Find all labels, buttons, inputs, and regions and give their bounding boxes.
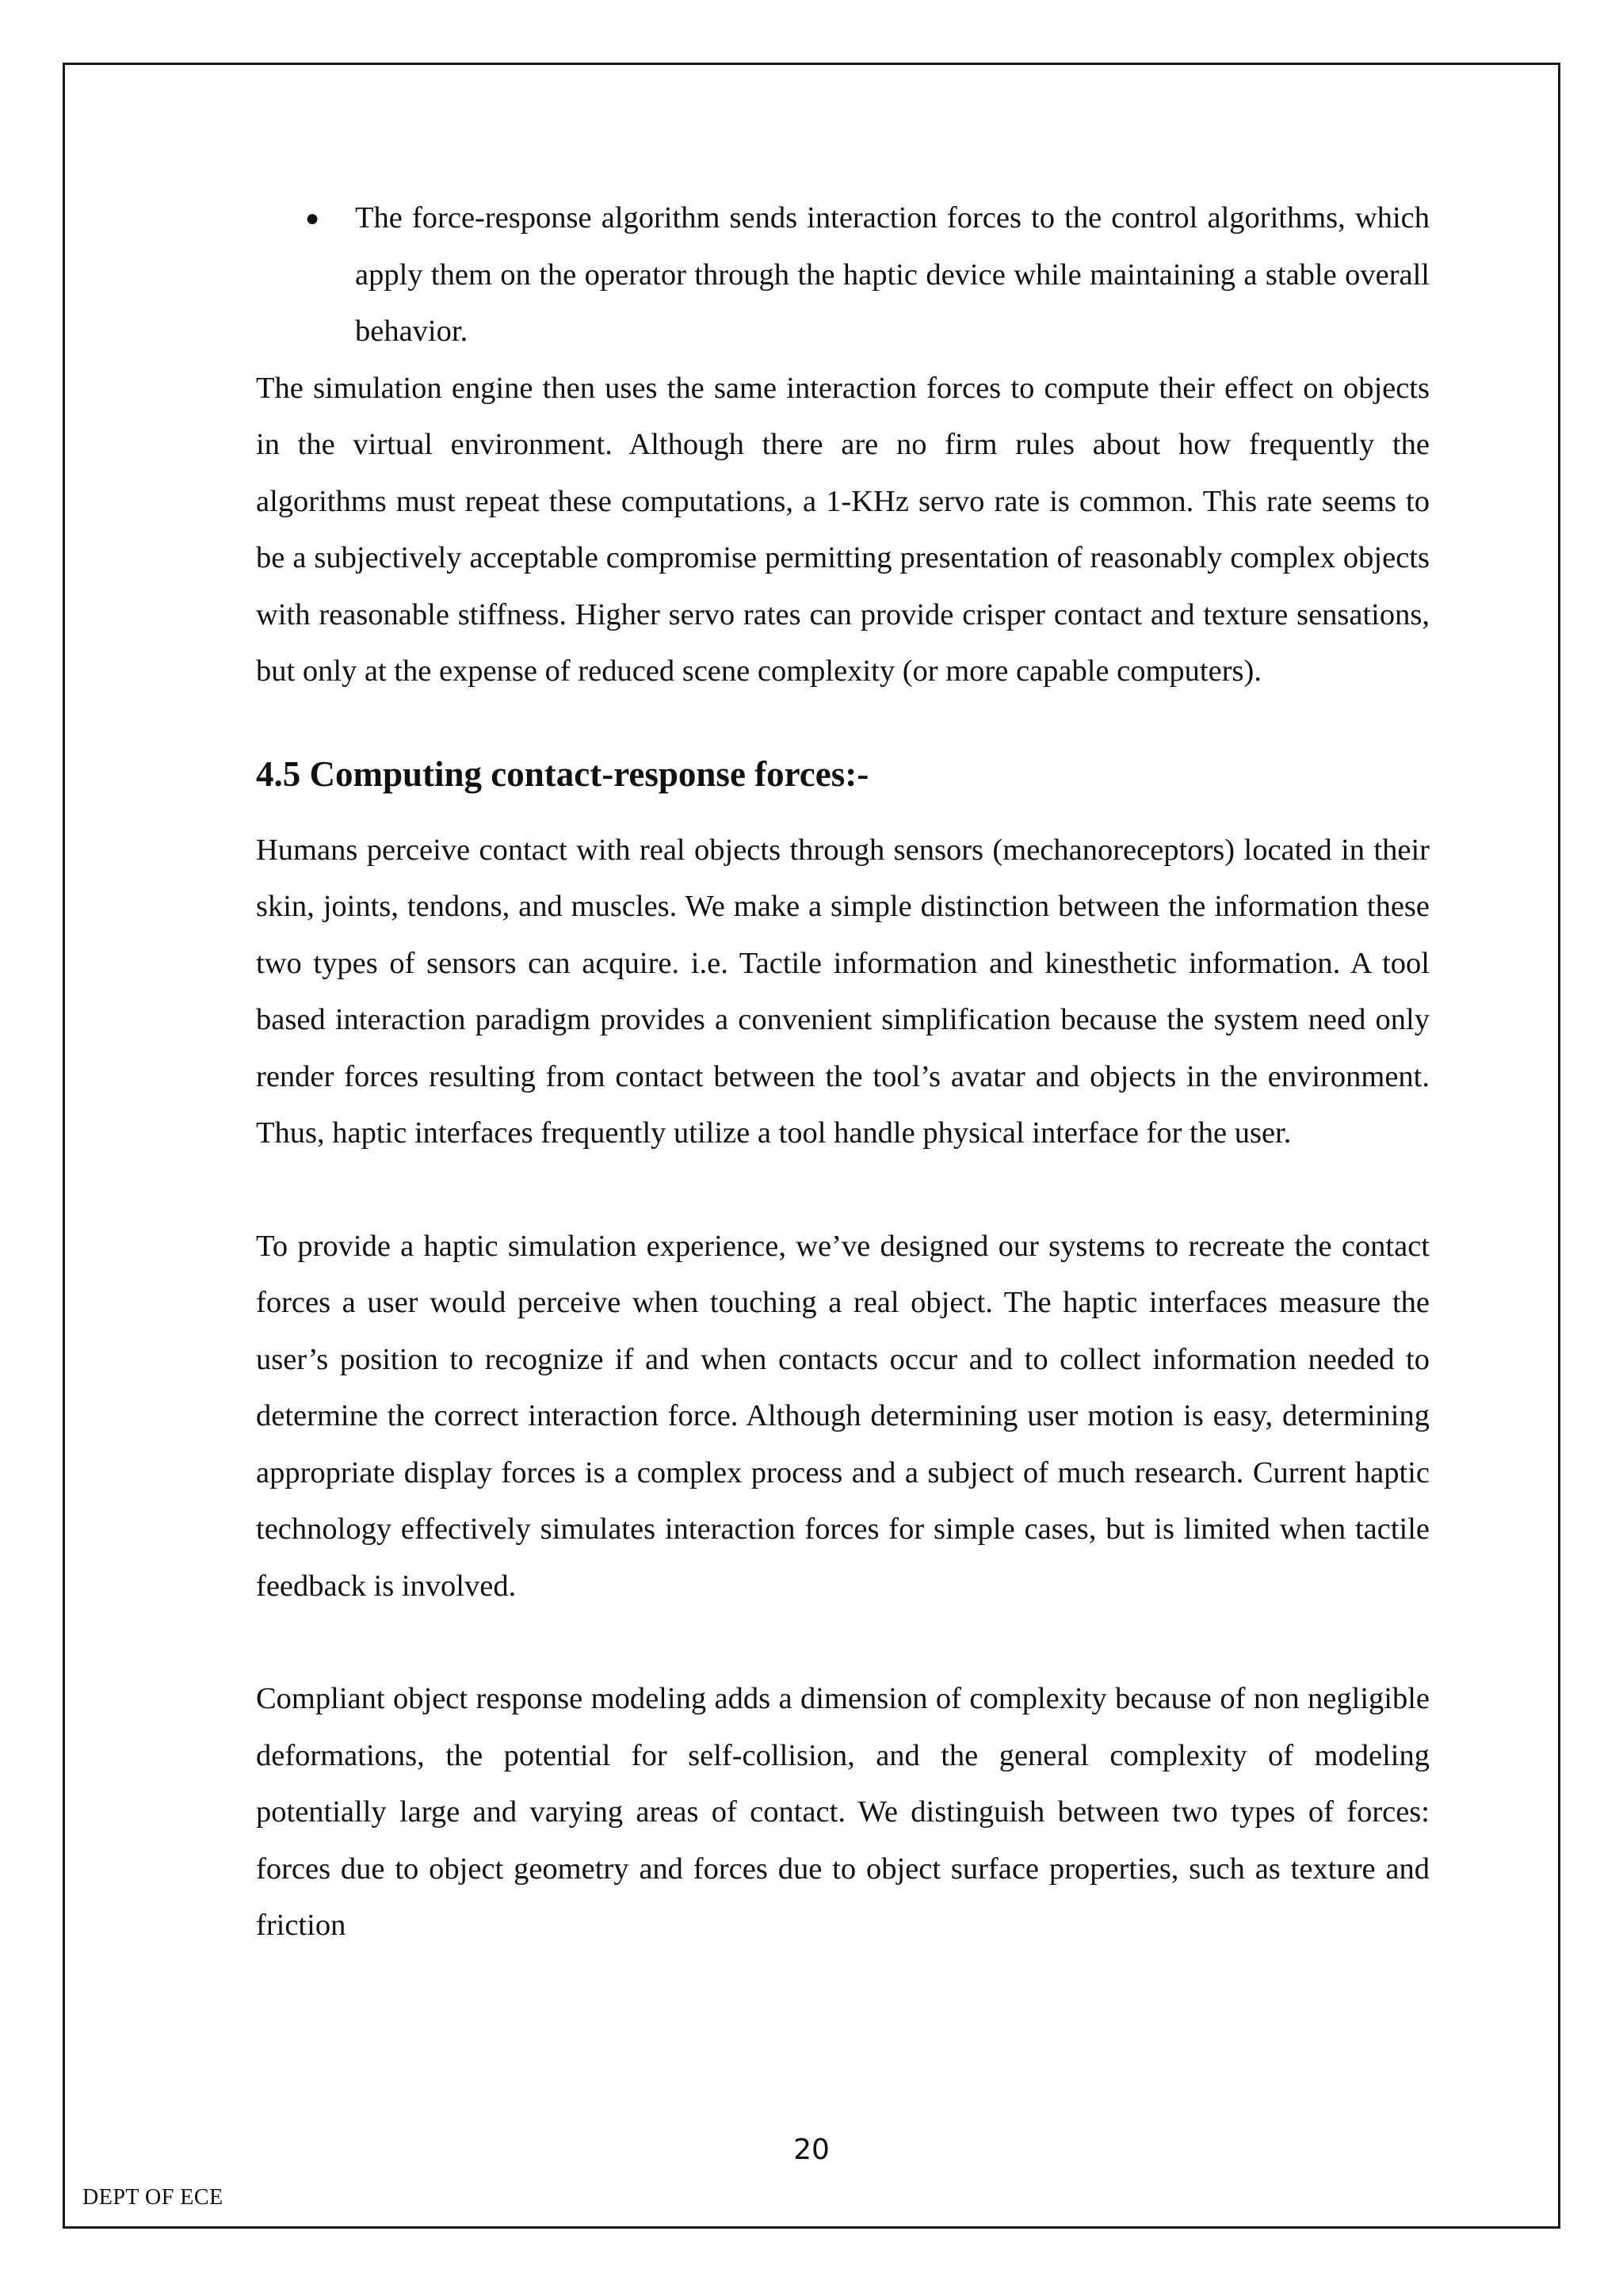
page-number: 20 — [793, 2134, 830, 2166]
page-content — [256, 190, 1430, 1955]
bullet-icon: ● — [305, 205, 320, 231]
paragraph-haptic-simulation: To provide a haptic simulation experience, we’ve designed our systems to recreate the contact forces a user would perceive when touching a real object. The haptic interfaces measure the user’s position to recognize if and when contacts occur and to collect information needed to determine the correct interaction force. Although determining user motion is easy, determining appropriate display forces is a complex process and a subject of much research. Current haptic technology effectively simulates interaction forces for simple cases, but is limited when tactile feedback is involved. — [256, 1229, 1430, 1603]
paragraph-humans-perceive: Humans perceive contact with real objects through sensors (mechanoreceptors) located in their skin, joints, tendons, and muscles. We make a simple distinction between the information these two types of sensors can acquire. i.e. Tactile information and kinesthetic information. A tool based interaction paradigm provides a convenient simplification because the system need only render forces resulting from contact between the tool’s avatar and objects in the environment. Thus, haptic interfaces frequently utilize a tool handle physical interface for the user. — [256, 833, 1430, 1150]
bullet-text: The force-response algorithm sends interaction forces to the control algorithms, which apply them on the operator through the haptic device while maintaining a stable overall behavior. — [355, 201, 1430, 348]
paragraph-compliant-object: Compliant object response modeling adds a dimension of complexity because of non negligible deformations, the potential for self-collision, and the general complexity of modeling potentially large and varying areas of contact. We distinguish between two types of forces: forces due to object geometry and forces due to object surface properties, such as texture and friction — [256, 1682, 1430, 1942]
bullet-list — [256, 190, 1430, 360]
bullet-item — [256, 190, 1430, 360]
footer-department: DEPT OF ECE — [82, 2185, 223, 2210]
section-heading: 4.5 Computing contact-response forces:- — [256, 753, 869, 794]
paragraph-simulation-engine: The simulation engine then uses the same interaction forces to compute their effect on objects in the virtual environment. Although there are no firm rules about how frequently the algorithms must repeat these computations, a 1-KHz servo rate is common. This rate seems to be a subjectively acceptable compromise permitting presentation of reasonably complex objects with reasonable stiffness. Higher servo rates can provide crisper contact and texture sensations, but only at the expense of reduced scene complexity (or more capable computers). — [256, 371, 1430, 688]
